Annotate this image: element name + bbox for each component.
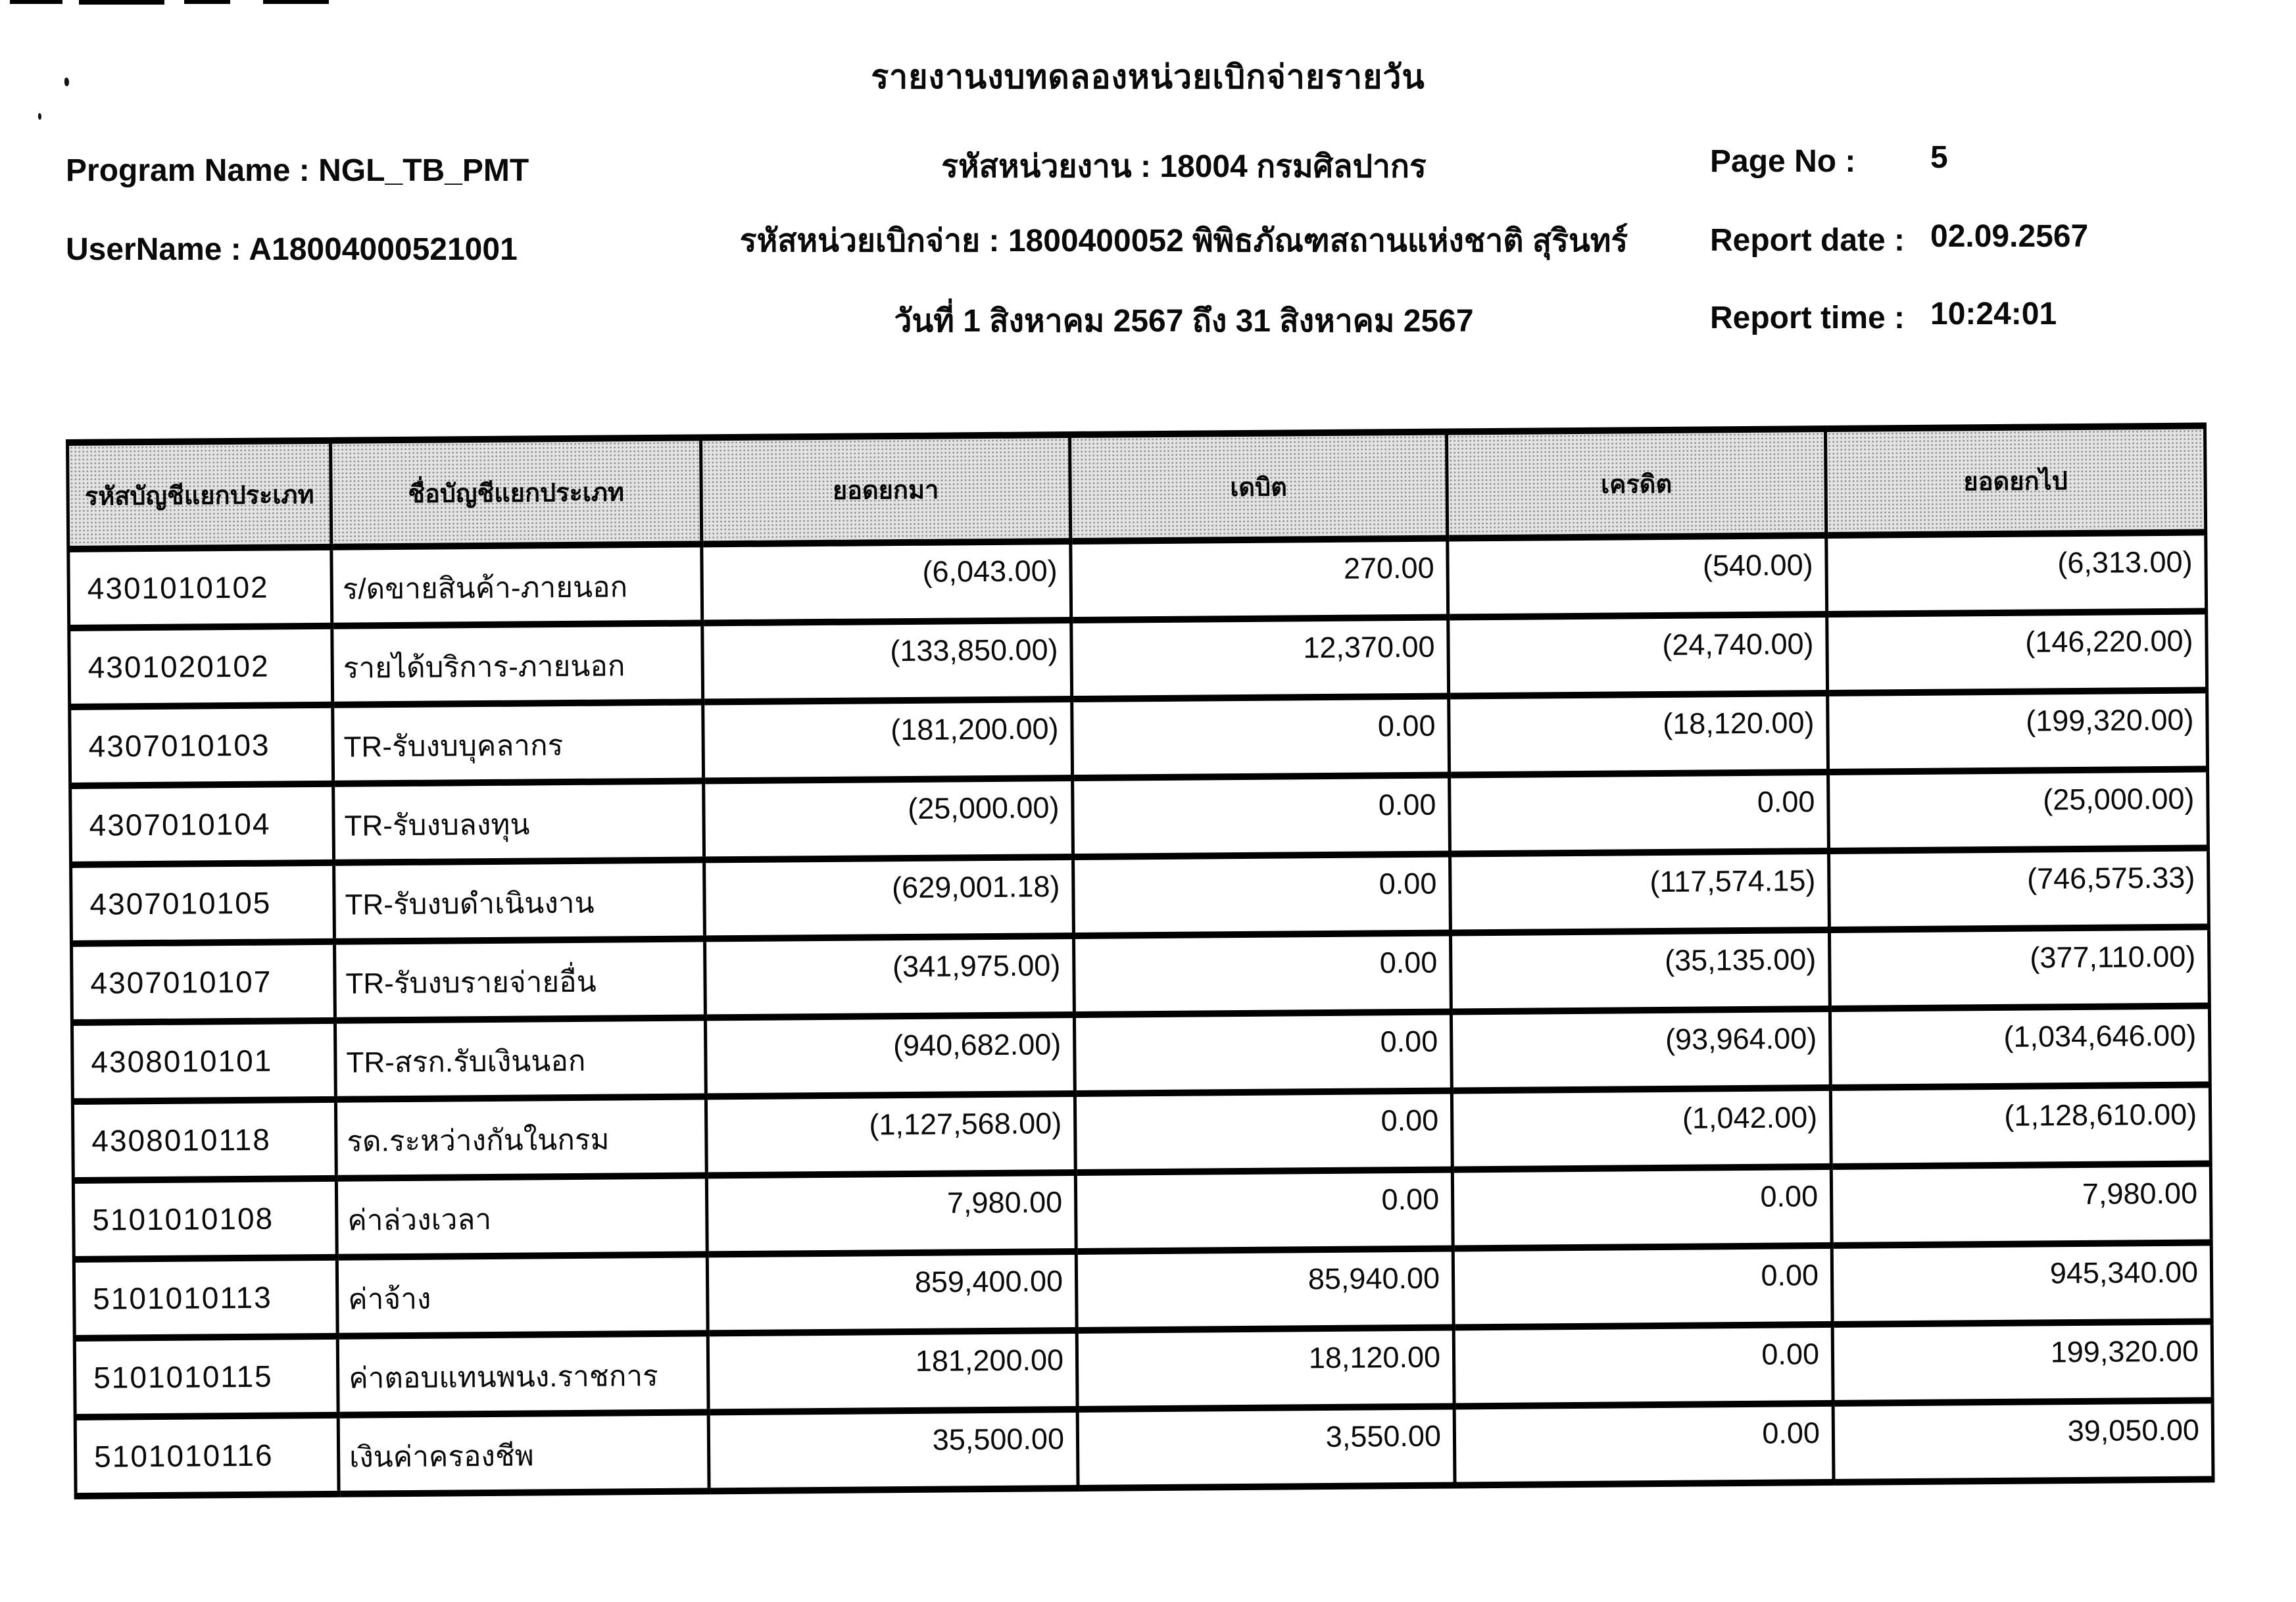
cell-credit: 0.00	[1450, 772, 1829, 854]
cell-account-name: รด.ระหว่างกันในกรม	[335, 1096, 706, 1178]
col-header-account-name: ชื่อบัญชีแยกประเภท	[331, 437, 702, 546]
cell-account-name: เงินค่าครองชีพ	[338, 1412, 709, 1493]
cell-credit: (35,135.00)	[1450, 930, 1830, 1012]
cell-account-name: รายได้บริการ-ภายนอก	[332, 623, 703, 704]
cell-debit: 18,120.00	[1077, 1327, 1454, 1409]
cell-debit: 270.00	[1071, 539, 1448, 620]
cell-begin-balance: (25,000.00)	[704, 778, 1073, 860]
agency-line: รหัสหน่วยงาน : 18004 กรมศิลปากร	[941, 149, 1427, 184]
scan-artifact	[79, 0, 164, 5]
username-value: A18004000521001	[249, 232, 518, 267]
cell-ending-balance: 199,320.00	[1832, 1321, 2212, 1403]
trial-balance-table-wrap	[66, 422, 2212, 1499]
username-line	[66, 231, 518, 268]
cell-account-name: ค่าตอบแทนพนง.ราชการ	[337, 1333, 708, 1415]
cell-credit: (24,740.00)	[1448, 614, 1828, 696]
cell-account-code: 4301010102	[68, 547, 332, 628]
program-name-line	[66, 153, 529, 189]
cell-debit: 0.00	[1075, 1169, 1453, 1251]
cell-begin-balance: (133,850.00)	[702, 620, 1072, 702]
program-name-value: NGL_TB_PMT	[318, 153, 529, 188]
cell-credit: 0.00	[1454, 1403, 1834, 1486]
cell-credit: (540.00)	[1448, 535, 1827, 618]
cell-debit: 12,370.00	[1071, 618, 1449, 699]
cell-account-code: 4307010107	[72, 942, 335, 1023]
col-header-debit: เดบิต	[1069, 432, 1447, 541]
cell-account-name: TR-รับงบรายจ่ายอื่น	[335, 938, 706, 1020]
cell-debit: 3,550.00	[1077, 1406, 1455, 1488]
cell-ending-balance: 39,050.00	[1833, 1400, 2213, 1482]
table-header-row	[68, 425, 2206, 549]
cell-ending-balance: (199,320.00)	[1828, 690, 2208, 772]
cell-ending-balance: (25,000.00)	[1828, 769, 2209, 851]
cell-begin-balance: 7,980.00	[706, 1173, 1076, 1254]
cell-account-code: 4308010101	[72, 1021, 335, 1102]
cell-begin-balance: 35,500.00	[708, 1409, 1078, 1491]
cell-account-code: 4307010105	[71, 863, 335, 944]
cell-account-code: 5101010115	[74, 1336, 338, 1417]
cell-account-code: 5101010108	[73, 1178, 337, 1259]
report-date-label: Report date :	[1710, 223, 1905, 258]
report-time-value: 10:24:01	[1930, 297, 2057, 331]
cell-debit: 0.00	[1075, 1090, 1452, 1172]
cell-ending-balance: (746,575.33)	[1828, 848, 2209, 930]
cell-begin-balance: (6,043.00)	[702, 541, 1071, 623]
cell-debit: 85,940.00	[1076, 1248, 1453, 1330]
cell-account-code: 5101010116	[75, 1415, 339, 1496]
col-header-ending-balance: ยอดยกไป	[1825, 425, 2205, 535]
trial-balance-table	[66, 422, 2215, 1499]
col-header-credit: เครดิต	[1446, 429, 1826, 539]
cell-begin-balance: (629,001.18)	[704, 857, 1074, 938]
cell-account-name: ค่าล่วงเวลา	[336, 1175, 707, 1257]
cell-begin-balance: (940,682.00)	[705, 1015, 1075, 1096]
scan-speckle	[38, 113, 41, 120]
col-header-account-code: รหัสบัญชีแยกประเภท	[68, 441, 331, 549]
cell-ending-balance: (1,034,646.00)	[1830, 1006, 2210, 1088]
table-row	[75, 1400, 2213, 1496]
cell-account-name: TR-รับงบบุคลากร	[333, 702, 704, 783]
cell-account-code: 4307010103	[70, 705, 333, 786]
cell-credit: (117,574.15)	[1450, 851, 1830, 933]
cell-begin-balance: (1,127,568.00)	[706, 1094, 1075, 1175]
cell-debit: 0.00	[1073, 854, 1451, 935]
cell-ending-balance: (1,128,610.00)	[1830, 1084, 2211, 1167]
col-header-begin-balance: ยอดยกมา	[701, 435, 1071, 544]
cell-account-name: ค่าจ้าง	[337, 1254, 708, 1336]
cell-ending-balance: 945,340.00	[1832, 1242, 2212, 1324]
scan-artifact	[10, 0, 62, 4]
cell-account-name: TR-รับงบดำเนินงาน	[334, 860, 705, 941]
cell-begin-balance: 181,200.00	[708, 1330, 1077, 1412]
report-title: รายงานงบทดลองหน่วยเบิกจ่ายรายวัน	[871, 59, 1425, 95]
cell-credit: (1,042.00)	[1452, 1088, 1831, 1170]
cell-account-code: 5101010113	[74, 1257, 337, 1338]
scan-artifact	[184, 0, 230, 4]
date-range-line: วันที่ 1 สิงหาคม 2567 ถึง 31 สิงหาคม 2567	[894, 304, 1474, 339]
cell-begin-balance: (341,975.00)	[704, 936, 1074, 1017]
cell-debit: 0.00	[1073, 775, 1450, 856]
report-date-value: 02.09.2567	[1930, 219, 2089, 254]
cell-credit: 0.00	[1452, 1167, 1832, 1249]
cell-account-name: TR-สรก.รับเงินนอก	[335, 1017, 706, 1099]
cell-account-name: ร/ดขายสินค้า-ภายนอก	[331, 544, 702, 625]
cell-account-code: 4307010104	[70, 784, 334, 865]
cell-begin-balance: (181,200.00)	[703, 699, 1073, 781]
cell-ending-balance: (377,110.00)	[1829, 927, 2209, 1009]
program-name-label: Program Name :	[66, 153, 310, 188]
cell-ending-balance: 7,980.00	[1831, 1163, 2211, 1246]
cell-credit: (18,120.00)	[1449, 693, 1828, 775]
cell-ending-balance: (146,220.00)	[1827, 611, 2207, 693]
page-no-value: 5	[1930, 140, 1948, 175]
scan-artifact	[263, 0, 329, 4]
username-label: UserName :	[66, 232, 241, 267]
cell-account-name: TR-รับงบลงทุน	[333, 781, 704, 862]
cell-account-code: 4308010118	[72, 1100, 336, 1180]
cell-begin-balance: 859,400.00	[707, 1251, 1077, 1333]
cell-credit: 0.00	[1453, 1324, 1833, 1407]
cell-credit: 0.00	[1453, 1246, 1832, 1328]
cell-ending-balance: (6,313.00)	[1826, 532, 2207, 614]
cell-debit: 0.00	[1074, 1011, 1452, 1093]
page-no-label: Page No :	[1710, 144, 1856, 179]
cell-account-code: 4301020102	[69, 626, 333, 707]
cell-credit: (93,964.00)	[1451, 1009, 1830, 1091]
disbursing-unit-line: รหัสหน่วยเบิกจ่าย : 1800400052 พิพิธภัณฑสถานแห่งชาติ สุรินทร์	[739, 224, 1628, 258]
cell-debit: 0.00	[1072, 696, 1450, 777]
report-time-label: Report time :	[1710, 301, 1905, 335]
cell-debit: 0.00	[1073, 933, 1451, 1014]
